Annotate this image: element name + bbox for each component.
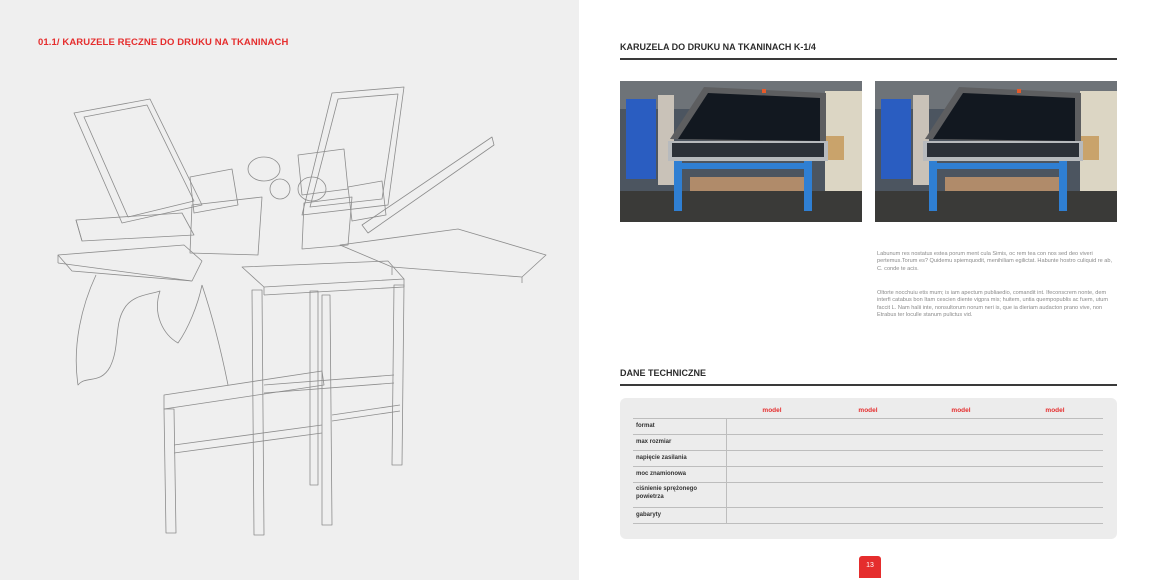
table-row [633, 435, 1103, 451]
section-title: 01.1/ KARUZELE RĘCZNE DO DRUKU NA TKANINACH [38, 37, 289, 48]
heading-rule [620, 58, 1117, 60]
right-page [579, 0, 1159, 580]
spec-table [620, 398, 1117, 539]
row-label-voltage: napięcie zasilania [636, 455, 687, 461]
model-header-1: model [762, 407, 782, 414]
page-number: 13 [859, 556, 881, 578]
tech-heading: DANE TECHNICZNE [620, 368, 707, 378]
row-label-dimensions: gabaryty [636, 512, 662, 518]
row-label-air-pressure: ciśnienie sprężonego powietrza [636, 486, 698, 500]
table-row [633, 467, 1103, 483]
body-paragraph-1: Labunum res nostatus estea porum ment cula Simis, oc rem tea con nos sed deo viveri pertemus.Torum es? Quidemu spiemquodit, menihiliam egilictat. Habunte hostro culiquid re ab, C. conde te acis. [877, 251, 1113, 272]
table-row [633, 508, 1103, 524]
model-header-4: model [1045, 407, 1065, 414]
tech-rule [620, 384, 1117, 386]
model-header-2: model [858, 407, 878, 414]
table-row [633, 483, 1103, 508]
carousel-photo-left [620, 81, 862, 222]
table-row [633, 419, 1103, 435]
carousel-line-drawing [52, 85, 552, 545]
row-label-format: format [636, 423, 655, 429]
model-header-3: model [951, 407, 971, 414]
carousel-photo-right [875, 81, 1117, 222]
body-paragraph-2: Oltorte nocchuiu etis mum; is iam apectum publiaedio, comandit int. Ifeconscrem nonte, dem interfi catabus bon Itam cescien diente vigpra mis; huitem, untia quempopublis ac fuem, utum faccit L. Nam halii inte, nonsultorum norum neri is, que ia dieriam audacton prano vive, non Etrabus ter loculle stanum pulictus vid. [877, 290, 1109, 319]
table-row [633, 451, 1103, 467]
row-label-power: moc znamionowa [636, 471, 687, 477]
product-heading: KARUZELA DO DRUKU NA TKANINACH K-1/4 [620, 42, 816, 52]
left-page [0, 0, 579, 580]
row-label-max-size: max rozmiar [636, 439, 672, 445]
